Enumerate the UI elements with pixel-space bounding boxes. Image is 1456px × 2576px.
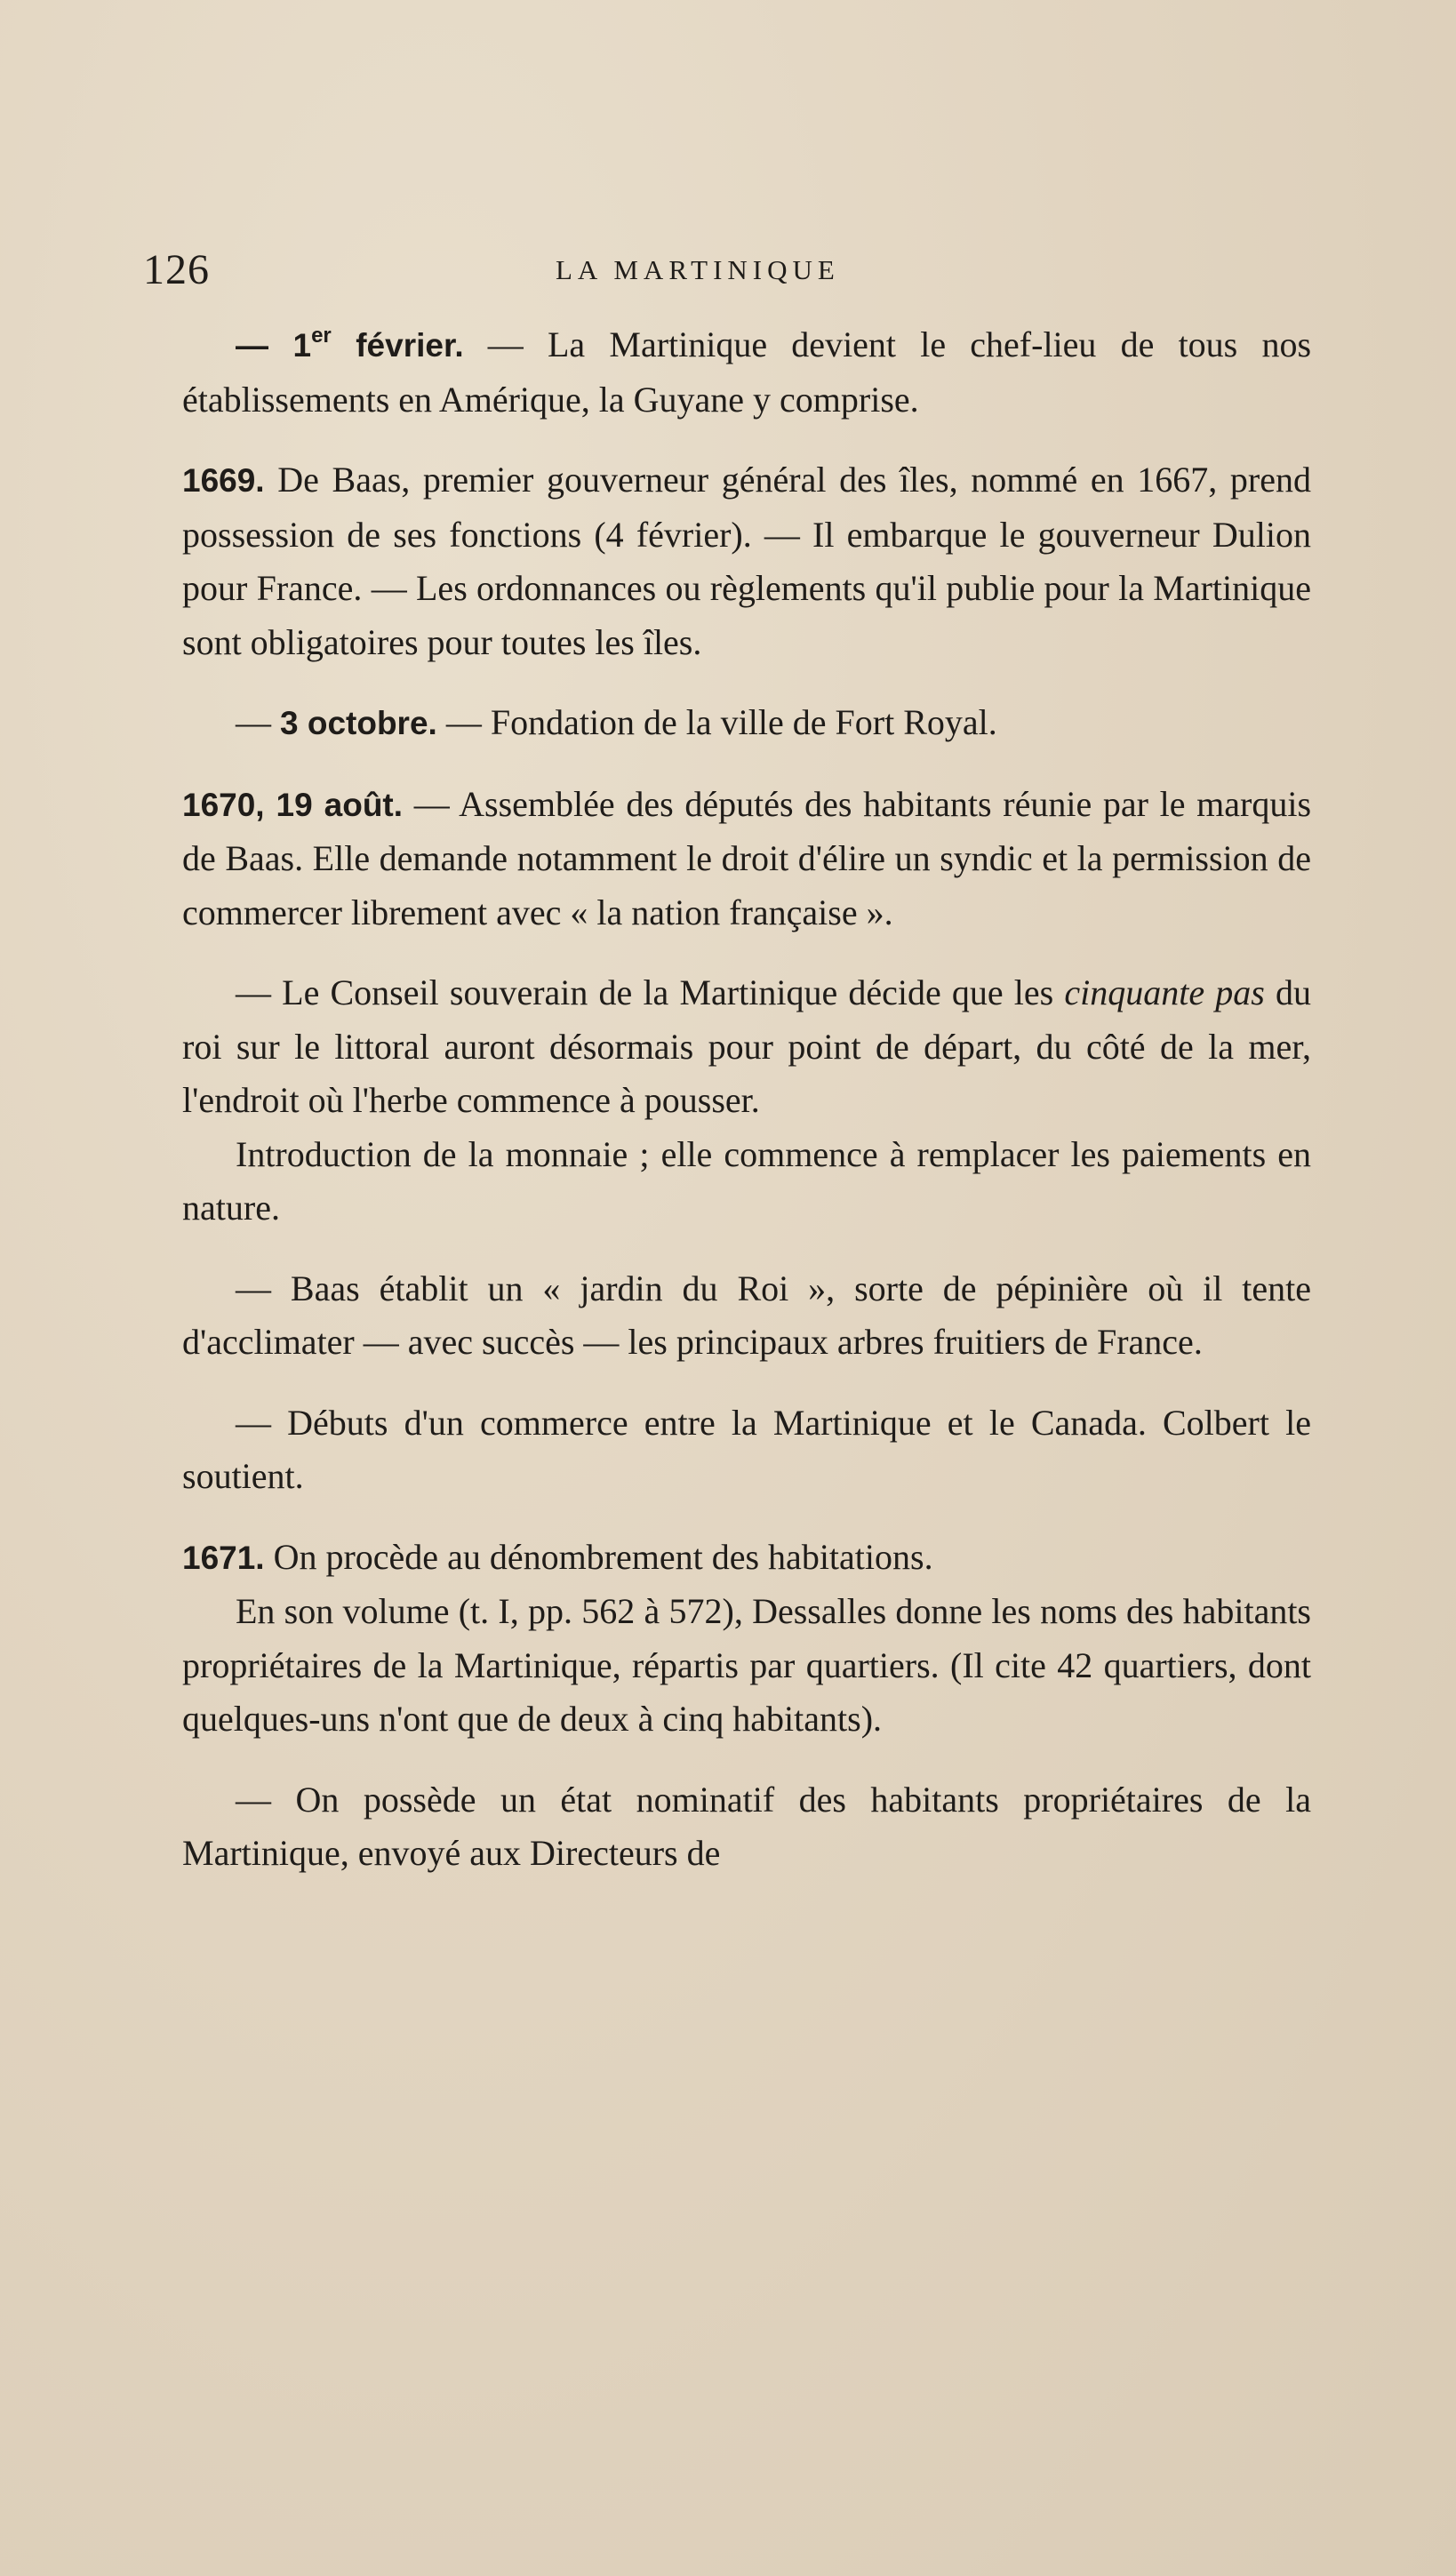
entry-text: — La Martinique devient le chef-lieu de tous nos établissements en Amérique, la Guyane y comprise. <box>182 324 1312 420</box>
entry-text: On procède au dénombrement des habitations. <box>264 1536 933 1577</box>
entry-text: du roi sur le littoral auront désormais pour point de départ, du côté de la mer, l'endroit où l'herbe commence à pousser. <box>182 972 1312 1120</box>
entry-3-octobre <box>182 696 1311 751</box>
entry-text: — Fondation de la ville de Fort Royal. <box>436 702 997 742</box>
entry-1671 <box>182 1531 1311 1586</box>
entry-text: En son volume (t. I, pp. 562 à 572), Dessalles donne les noms des habitants propriétaires de la Martinique, répartis par quartiers. (Il cite 42 quartiers, dont quelques-uns n'ont que de deux à cinq habitants). <box>182 1591 1311 1739</box>
entry-date: — 1 <box>236 327 312 364</box>
entry-text: Introduction de la monnaie ; elle commence à remplacer les paiements en nature. <box>182 1133 1311 1228</box>
entry-text: De Baas, premier gouverneur général des îles, nommé en 1667, prend possession de ses fonctions (4 février). — Il embarque le gouverneur Dulion pour France. — Les ordonnances ou règlements qu'il publie pour la Martinique sont obligatoires pour toutes les îles. <box>182 460 1311 662</box>
entry-commerce-canada <box>182 1396 1311 1504</box>
running-title: LA MARTINIQUE <box>556 254 840 285</box>
entry-dessalles <box>182 1585 1311 1747</box>
entry-date-superscript: er <box>311 324 332 348</box>
entry-1er-fevrier <box>182 309 1311 427</box>
entry-conseil-souverain <box>182 966 1311 1128</box>
entry-date: 1670, 19 août. <box>182 786 404 823</box>
book-page <box>143 229 1312 1881</box>
entry-lead: — <box>236 702 280 742</box>
page-number: 126 <box>143 246 210 293</box>
entry-date: 3 octobre. <box>280 705 437 741</box>
entry-1670-19-aout <box>182 778 1311 940</box>
entry-text: — Le Conseil souverain de la Martinique décide que les <box>236 972 1065 1012</box>
entry-text: — On possède un état nominatif des habitants propriétaires de la Martinique, envoyé aux Directeurs de <box>182 1779 1311 1873</box>
entry-italic-term: cinquante pas <box>1064 972 1265 1012</box>
entry-date: février. <box>331 327 464 364</box>
entry-date: 1669. <box>182 462 265 499</box>
entry-text: — Assemblée des députés des habitants réunie par le marquis de Baas. Elle demande notamment le droit d'élire un syndic et la permission de commercer librement avec « la nation française ». <box>182 783 1312 932</box>
entry-etat-nominatif <box>182 1773 1311 1881</box>
entry-jardin-du-roi <box>182 1262 1311 1370</box>
entry-1669 <box>182 453 1311 669</box>
entry-text: — Baas établit un « jardin du Roi », sorte de pépinière où il tente d'acclimater — avec succès — les principaux arbres fruitiers de France. <box>182 1268 1311 1362</box>
entry-monnaie <box>182 1128 1311 1236</box>
running-head <box>143 229 1311 309</box>
entry-text: — Débuts d'un commerce entre la Martinique et le Canada. Colbert le soutient. <box>182 1402 1311 1496</box>
entry-date: 1671. <box>182 1539 265 1576</box>
